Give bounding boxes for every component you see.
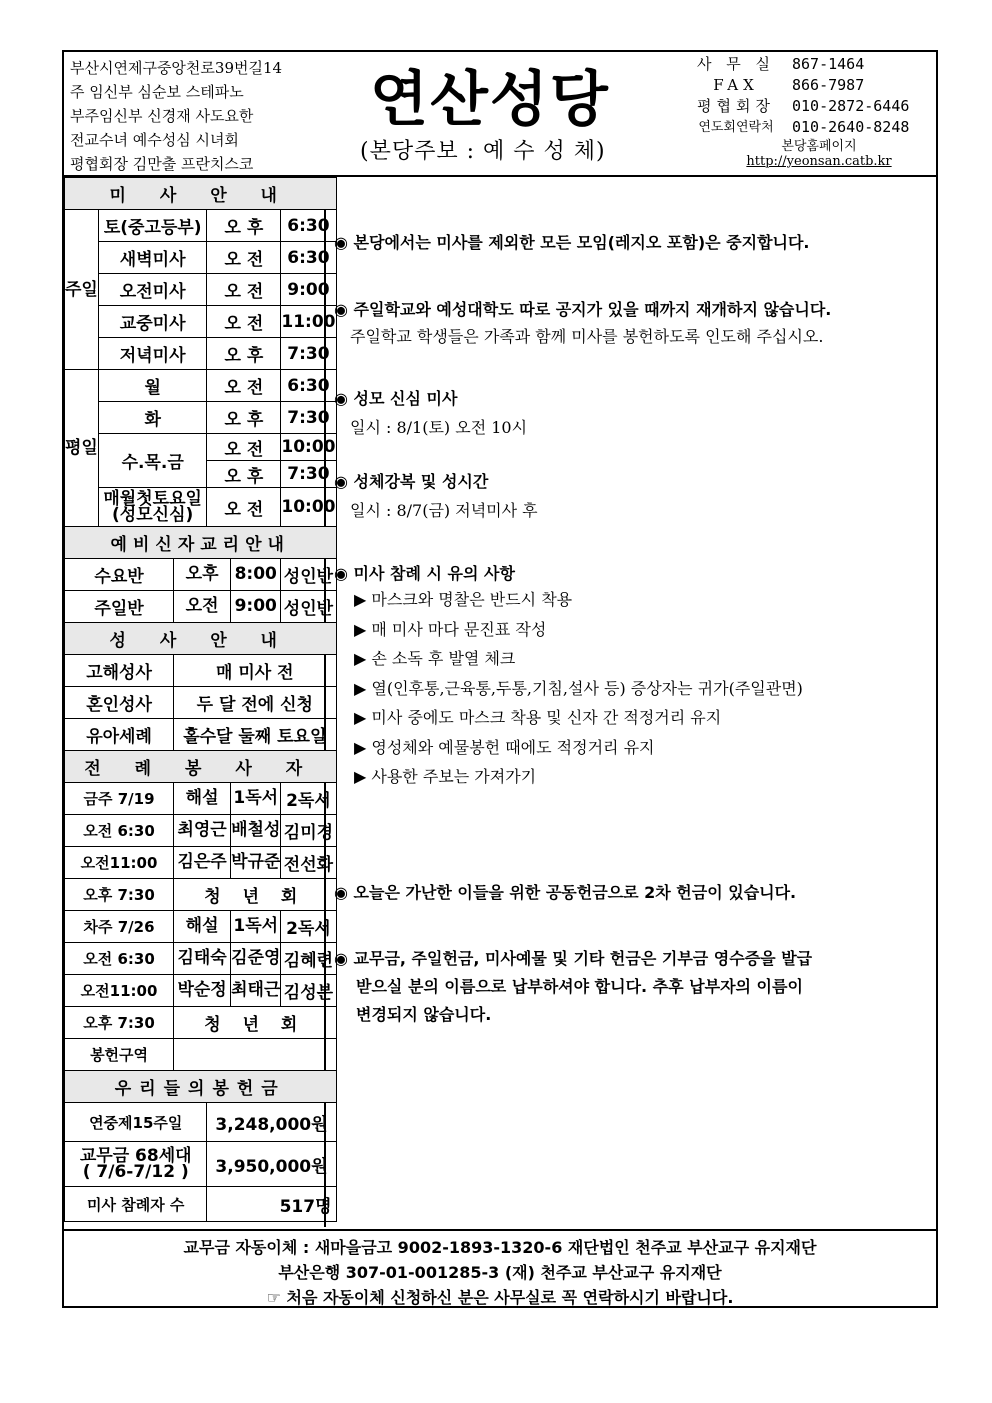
notice-5-list [334,585,803,792]
mass-name-first-saturday: 매월첫토요일 (성모신심) [98,488,207,527]
sunday-label: 주일 [65,210,99,370]
mass-name: 교중미사 [98,306,207,338]
server-group: 청 년 회 [174,1007,336,1039]
sacrament-section-title: 성 사 안 내 [65,623,337,655]
mass-time: 7:30 [281,402,336,434]
server-names: 김태숙 김준영 [174,943,281,975]
mass-time: 9:00 [281,274,336,306]
council-president: 평협회장 김만출 프란치스코 [70,155,254,173]
server-name: 김미경 [281,815,336,847]
contact-council: 평협회장 010-2872-6446 [697,97,910,115]
mass-time: 6:30 [281,210,336,242]
notice-4: ◉ 성체강복 및 성시간 [334,472,489,491]
notice-1: ◉ 본당에서는 미사를 제외한 모든 모임(레지오 포함)은 중지합니다. [334,233,810,252]
mass-ampm: 오 후 [207,402,281,434]
server-name: 김성분 [281,975,336,1007]
offering-district-label: 봉헌구역 [65,1039,174,1071]
sacrament-name: 혼인성사 [65,687,174,719]
info-column [64,177,336,1227]
footer-bank: 부산은행 307-01-001285-3 (재) 천주교 부산교구 유지재단 [278,1263,722,1282]
mass-time: 6:30 [281,242,336,274]
footer-auto-transfer: 교무금 자동이체 : 새마을금고 9002-1893-1320-6 재단법인 천주교 부산교구 유지재단 [183,1238,817,1257]
bulletin-header [64,52,936,177]
offering-value: 3,248,000원 [207,1103,336,1142]
mass-time: 7:30 [281,461,336,488]
mass-ampm: 오 후 [207,461,281,488]
offering-value: 3,950,000원 [207,1142,336,1187]
mass-section-title: 미 사 안 내 [65,178,337,210]
mass-ampm: 오 전 [207,370,281,402]
mass-name: 새벽미사 [98,242,207,274]
class-name: 주일반 [65,591,174,623]
page-title: 연산성당 [370,65,610,135]
server-cols: 해설 1독서 [174,783,281,815]
server-time: 오전11:00 [65,975,174,1007]
mass-time: 10:00 [281,488,336,527]
homepage-label: 본당홈페이지 [781,139,857,154]
sacrament-value: 홀수달 둘째 토요일 [174,719,336,751]
server-week-label: 금주 7/19 [65,783,174,815]
mass-name: 토(중고등부) [98,210,207,242]
mass-ampm: 오 전 [207,306,281,338]
bulletin-frame [62,50,938,1308]
server-time: 오전 6:30 [65,815,174,847]
sister: 전교수녀 예수성심 시녀회 [70,131,239,149]
notice-2: ◉ 주일학교와 예성대학도 따로 공지가 있을 때까지 재개하지 않습니다. [334,300,832,319]
homepage-link[interactable]: http://yeonsan.catb.kr [746,154,892,169]
server-cols: 해설 1독서 [174,911,281,943]
mass-name: 화 [98,402,207,434]
server-time: 오전11:00 [65,847,174,879]
mass-ampm: 오 전 [207,242,281,274]
mass-name: 수.목.금 [98,434,207,488]
sacrament-name: 고해성사 [65,655,174,687]
offering-name: 연중제15주일 [65,1103,207,1142]
class-schedule: 오후 8:00 [174,559,281,591]
list-item: ▶ 미사 중에도 마스크 착용 및 신자 간 적정거리 유지 [354,708,722,727]
notice-5: ◉ 미사 참례 시 유의 사항 [334,564,515,583]
attendance-value: 517명 [207,1187,336,1222]
mass-name: 저녁미사 [98,338,207,370]
list-item: ▶ 손 소독 후 발열 체크 [354,649,516,668]
mass-ampm: 오 후 [207,338,281,370]
list-item: ▶ 열(인후통,근육통,두통,기침,설사 등) 증상자는 귀가(주일관면) [354,678,803,698]
offering-district-value [174,1039,336,1071]
contact-fax: FAX 866-7987 [713,76,865,94]
server-name: 김혜련 [281,943,336,975]
server-time: 오후 7:30 [65,879,174,911]
mass-name: 오전미사 [98,274,207,306]
footer-note: ☞ 처음 자동이체 신청하신 분은 사무실로 꼭 연락하시기 바랍니다. [266,1288,734,1307]
offering-section-title: 우리들의봉헌금 [65,1071,337,1103]
assistant-pastor: 부주임신부 신경재 사도요한 [70,107,254,125]
notice-3-sub: 일시 : 8/1(토) 오전 10시 [350,418,528,437]
mass-time: 10:00 [281,434,336,461]
attendance-label: 미사 참례자 수 [65,1187,207,1222]
server-col: 2독서 [281,911,336,943]
server-group: 청 년 회 [174,879,336,911]
notice-2-sub: 주일학교 학생들은 가족과 함께 미사를 봉헌하도록 인도해 주십시오. [350,327,824,346]
class-name: 수요반 [65,559,174,591]
server-names: 박순정 최태근 [174,975,281,1007]
mass-time: 7:30 [281,338,336,370]
weekday-label: 평일 [65,370,99,527]
homepage [714,139,924,169]
server-week-label: 차주 7/26 [65,911,174,943]
list-item: ▶ 영성체와 예물봉헌 때에도 적정거리 유지 [354,737,655,757]
list-item: ▶ 매 미사 마다 문진표 작성 [354,619,547,639]
parish-staff-info [70,56,282,176]
address: 부산시연제구중앙천로39번길14 [70,59,283,77]
server-col: 2독서 [281,783,336,815]
server-names: 최영근 배철성 [174,815,281,847]
page-subtitle: (본당주보 : 예 수 성 체) [360,139,606,164]
servers-section-title: 전 례 봉 사 자 [65,751,337,783]
offering-name-dues: 교무금 68세대 ( 7/6-7/12 ) [65,1142,207,1187]
contact-office: 사 무 실 867-1464 [696,55,865,73]
mass-name: 월 [98,370,207,402]
mass-time: 6:30 [281,370,336,402]
server-names: 김은주 박규준 [174,847,281,879]
pastor: 주 임신부 심순보 스테파노 [70,83,244,101]
contact-funeral: 연도회연락처 010-2640-8248 [698,118,910,136]
sacrament-value: 두 달 전에 신청 [174,687,336,719]
info-table [64,177,337,1222]
sacrament-value: 매 미사 전 [174,655,336,687]
list-item: ▶ 마스크와 명찰은 반드시 착용 [354,590,573,609]
server-name: 전선화 [281,847,336,879]
mass-ampm: 오 전 [207,488,281,527]
mass-ampm: 오 전 [207,274,281,306]
class-target: 성인반 [281,559,336,591]
notice-4-sub: 일시 : 8/7(금) 저녁미사 후 [350,501,538,520]
notice-7: ◉ 교무금, 주일헌금, 미사예물 및 기타 헌금은 기부금 영수증을 발급 받으실 분의 이름으로 납부하셔야 합니다. 추후 납부자의 이름이 변경되지 않습니다. [334,949,813,1024]
catechumen-section-title: 예비신자교리안내 [65,527,337,559]
contact-list [686,54,936,138]
mass-ampm: 오 전 [207,434,281,461]
list-item: ▶ 사용한 주보는 가져가기 [354,767,537,786]
server-time: 오후 7:30 [65,1007,174,1039]
bulletin-footer [64,1229,936,1308]
mass-ampm: 오 후 [207,210,281,242]
sacrament-name: 유아세례 [65,719,174,751]
server-time: 오전 6:30 [65,943,174,975]
notice-6: ◉ 오늘은 가난한 이들을 위한 공동헌금으로 2차 헌금이 있습니다. [334,883,797,902]
notice-3: ◉ 성모 신심 미사 [334,389,458,408]
class-schedule: 오전 9:00 [174,591,281,623]
class-target: 성인반 [281,591,336,623]
mass-time: 11:00 [281,306,336,338]
